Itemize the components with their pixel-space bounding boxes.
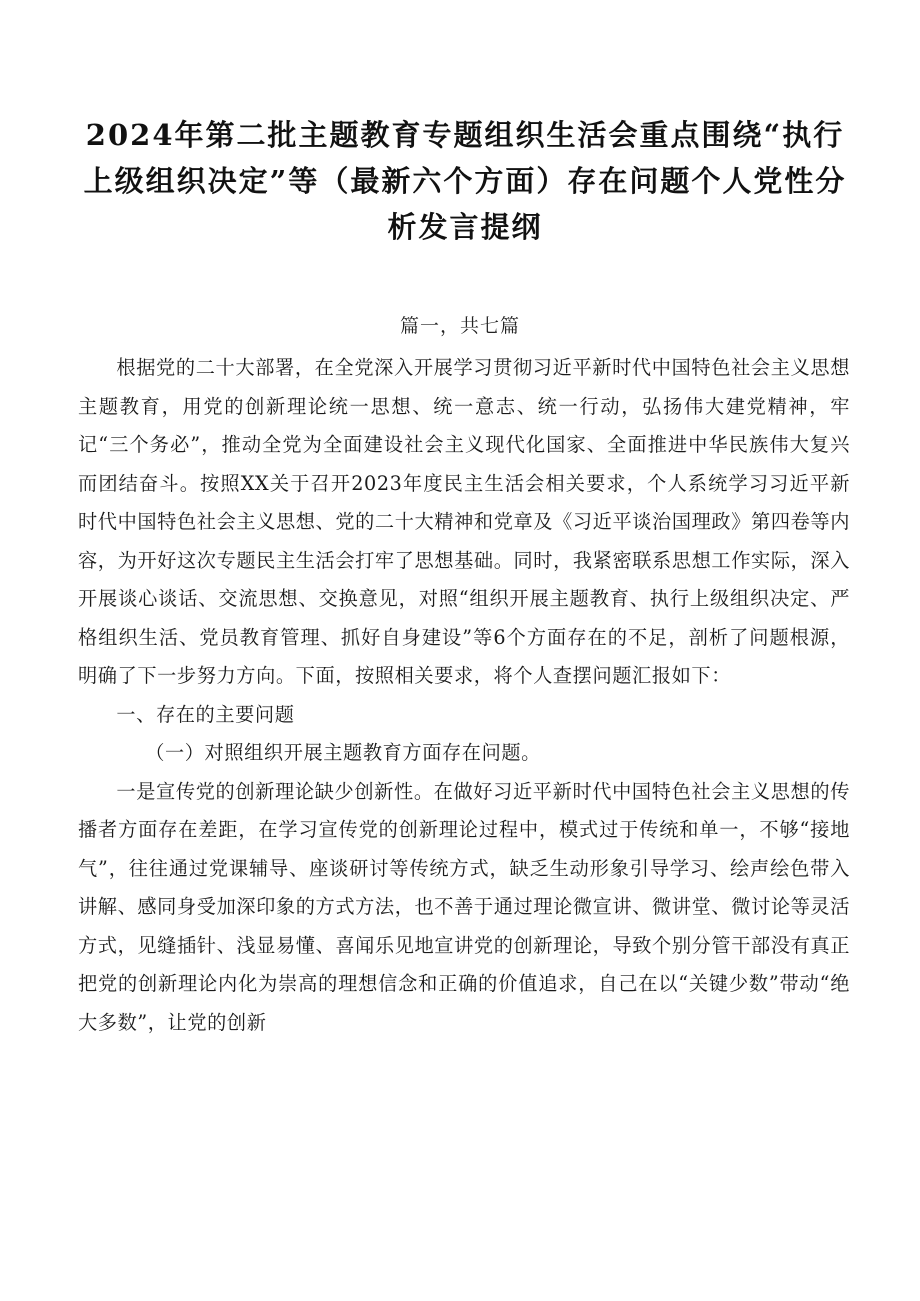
document-body: [78, 349, 850, 1042]
intro-paragraph: 根据党的二十大部署，在全党深入开展学习贯彻习近平新时代中国特色社会主义思想主题教育，用党的创新理论统一思想、统一意志、统一行动，弘扬伟大建党精神，牢记“三个务必”，推动全党为全面建设社会主义现代化国家、全面推进中华民族伟大复兴而团结奋斗。按照XX关于召开2023年度民主生活会相关要求，个人系统学习习近平新时代中国特色社会主义思想、党的二十大精神和党章及《习近平谈治国理政》第四卷等内容，为开好这次专题民主生活会打牢了思想基础。同时，我紧密联系思想工作实际，深入开展谈心谈话、交流思想、交换意见，对照“组织开展主题教育、执行上级组织决定、严格组织生活、党员教育管理、抓好自身建设”等6个方面存在的不足，剖析了问题根源，明确了下一步努力方向。下面，按照相关要求，将个人查摆问题汇报如下：: [78, 356, 850, 687]
section-heading: 一、存在的主要问题: [116, 702, 295, 726]
title-line-3: 析发言提纲: [387, 210, 543, 244]
title-line-2: 上级组织决定”等（最新六个方面）存在问题个人党性分: [83, 164, 847, 198]
title-line-1: 2024年第二批主题教育专题组织生活会重点围绕“执行: [85, 118, 845, 152]
point-paragraph: 一是宣传党的创新理论缺少创新性。在做好习近平新时代中国特色社会主义思想的传播者方面存在差距，在学习宣传党的创新理论过程中，模式过于传统和单一，不够“接地气”，往往通过党课辅导、座谈研讨等传统方式，缺乏生动形象引导学习、绘声绘色带入讲解、感同身受加深印象的方式方法，也不善于通过理论微宣讲、微讲堂、微讨论等灵活方式，见缝插针、浅显易懂、喜闻乐见地宣讲党的创新理论，导致个别分管干部没有真正把党的创新理论内化为崇高的理想信念和正确的价值追求，自己在以“关键少数”带动“绝大多数”，让党的创新: [78, 779, 850, 1034]
subsection-heading: （一）对照组织开展主题教育方面存在问题。: [145, 741, 541, 764]
document-title: [70, 112, 860, 250]
document-subtitle: 篇一，共七篇: [399, 315, 520, 337]
